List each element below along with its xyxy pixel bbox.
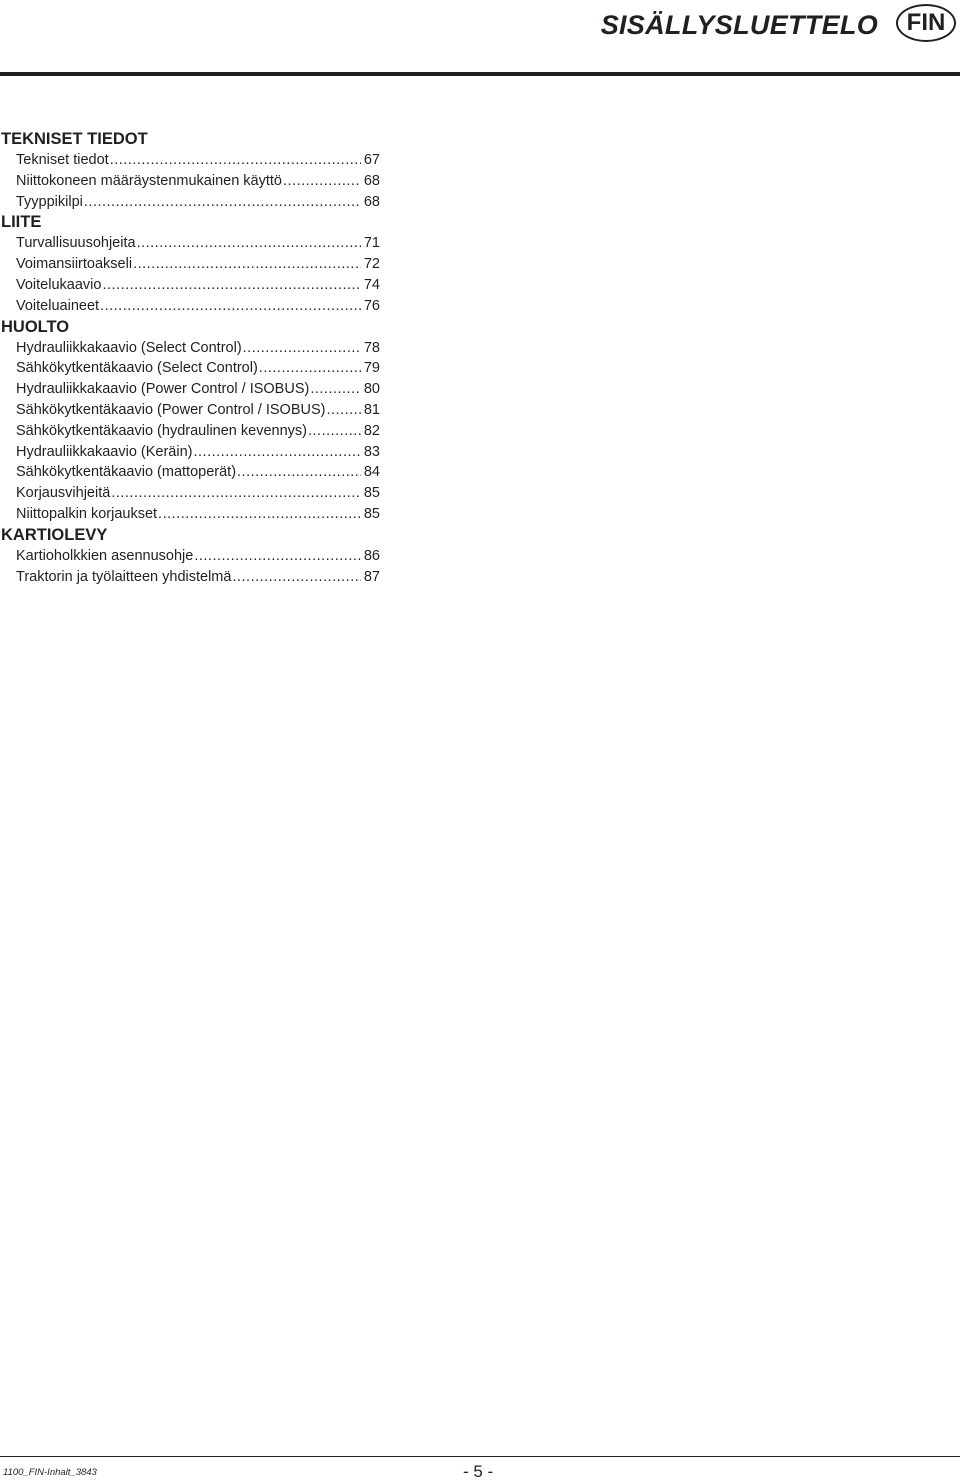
toc-entry-title: Sähkökytkentäkaavio (Power Control / ISOBUS) — [16, 401, 326, 418]
toc-entry[interactable] — [0, 171, 380, 192]
toc-entry[interactable] — [0, 483, 380, 504]
toc-entry[interactable] — [0, 254, 380, 275]
toc-entry-title: Sähkökytkentäkaavio (hydraulinen kevennys) — [16, 422, 307, 439]
page-title: SISÄLLYSLUETTELO — [600, 10, 878, 40]
dot-leader — [308, 421, 361, 442]
toc-entry[interactable] — [0, 504, 380, 525]
toc-entry[interactable] — [0, 400, 380, 421]
toc-entry-title: Hydrauliikkakaavio (Power Control / ISOBUS) — [16, 381, 310, 398]
toc-entry-page-number: 67 — [363, 152, 380, 168]
toc-entry-page-number: 74 — [363, 276, 380, 293]
toc-entry-title: Voiteluaineet — [16, 297, 100, 314]
toc-entry-page-number: 72 — [363, 256, 380, 273]
toc-entry-title: Korjausvihjeitä — [16, 485, 111, 502]
toc-entry[interactable] — [0, 462, 380, 483]
dot-leader — [111, 483, 361, 504]
dot-leader — [194, 442, 362, 463]
dot-leader — [194, 546, 361, 567]
dot-leader — [259, 358, 361, 379]
toc-entry-page-number: 83 — [363, 443, 380, 460]
toc-entry-page-number: 68 — [363, 193, 380, 210]
toc-entry[interactable] — [0, 358, 380, 379]
toc-entry-title: Sähkökytkentäkaavio (Select Control) — [16, 360, 258, 377]
toc-entry-page-number: 80 — [363, 381, 380, 398]
toc-entry[interactable] — [0, 296, 380, 317]
toc-section-heading: LIITE — [1, 213, 42, 232]
dot-leader — [237, 462, 361, 483]
dot-leader — [326, 400, 361, 421]
toc-entry-page-number: 71 — [363, 235, 380, 252]
toc-entry-title: Niittopalkin korjaukset — [16, 505, 158, 522]
dot-leader — [243, 338, 361, 359]
toc-entry-page-number: 86 — [363, 547, 380, 564]
dot-leader — [158, 504, 361, 525]
toc-entry-title: Voimansiirtoakseli — [16, 256, 133, 273]
toc-entry-title: Traktorin ja työlaitteen yhdistelmä — [16, 568, 232, 585]
language-badge: FIN — [896, 4, 956, 42]
toc-entry-page-number: 84 — [363, 464, 380, 481]
toc-entry-title: Turvallisuusohjeita — [16, 235, 136, 252]
table-of-contents — [0, 129, 380, 587]
toc-section-heading: HUOLTO — [1, 317, 70, 336]
toc-entry[interactable] — [0, 567, 380, 588]
toc-entry-title: Kartioholkkien asennusohje — [16, 547, 194, 564]
toc-entry[interactable] — [0, 338, 380, 359]
toc-entry[interactable] — [0, 233, 380, 254]
toc-section-heading: TEKNISET TIEDOT — [1, 130, 148, 148]
toc-entry-title: Hydrauliikkakaavio (Keräin) — [16, 443, 193, 460]
toc-entry-page-number: 79 — [363, 360, 380, 377]
dot-leader — [232, 567, 361, 588]
toc-entry[interactable] — [0, 192, 380, 213]
toc-entry[interactable] — [0, 442, 380, 463]
toc-section-heading: KARTIOLEVY — [1, 525, 108, 544]
toc-entry-page-number: 85 — [363, 485, 380, 502]
toc-entry-page-number: 68 — [363, 172, 380, 189]
toc-entry[interactable] — [0, 275, 380, 296]
toc-entry-title: Tyyppikilpi — [16, 193, 83, 210]
toc-entry-title: Voitelukaavio — [16, 276, 102, 293]
toc-entry-page-number: 87 — [363, 568, 380, 585]
dot-leader — [137, 233, 361, 254]
toc-entry-title: Hydrauliikkakaavio (Select Control) — [16, 339, 242, 356]
toc-entry[interactable] — [0, 150, 380, 171]
toc-entry[interactable] — [0, 421, 380, 442]
footer-divider — [0, 1456, 960, 1457]
toc-entry-title: Tekniset tiedot — [16, 152, 109, 168]
dot-leader — [310, 379, 361, 400]
dot-leader — [102, 275, 361, 296]
toc-entry-title: Sähkökytkentäkaavio (mattoperät) — [16, 464, 237, 481]
toc-entry-page-number: 81 — [363, 401, 380, 418]
toc-entry-page-number: 78 — [363, 339, 380, 356]
footer-page-number: - 5 - — [463, 1462, 494, 1481]
footer-document-id: 1100_FIN-Inhalt_3843 — [3, 1467, 97, 1478]
toc-entry-page-number: 85 — [363, 505, 380, 522]
toc-entry[interactable] — [0, 546, 380, 567]
dot-leader — [100, 296, 361, 317]
header-divider — [0, 72, 960, 76]
toc-entry-title: Niittokoneen määräystenmukainen käyttö — [16, 172, 282, 189]
dot-leader — [283, 171, 361, 192]
toc-entry-page-number: 82 — [363, 422, 380, 439]
toc-entry-page-number: 76 — [363, 297, 380, 314]
dot-leader — [110, 150, 361, 171]
dot-leader — [133, 254, 361, 275]
dot-leader — [84, 192, 361, 213]
toc-entry[interactable] — [0, 379, 380, 400]
